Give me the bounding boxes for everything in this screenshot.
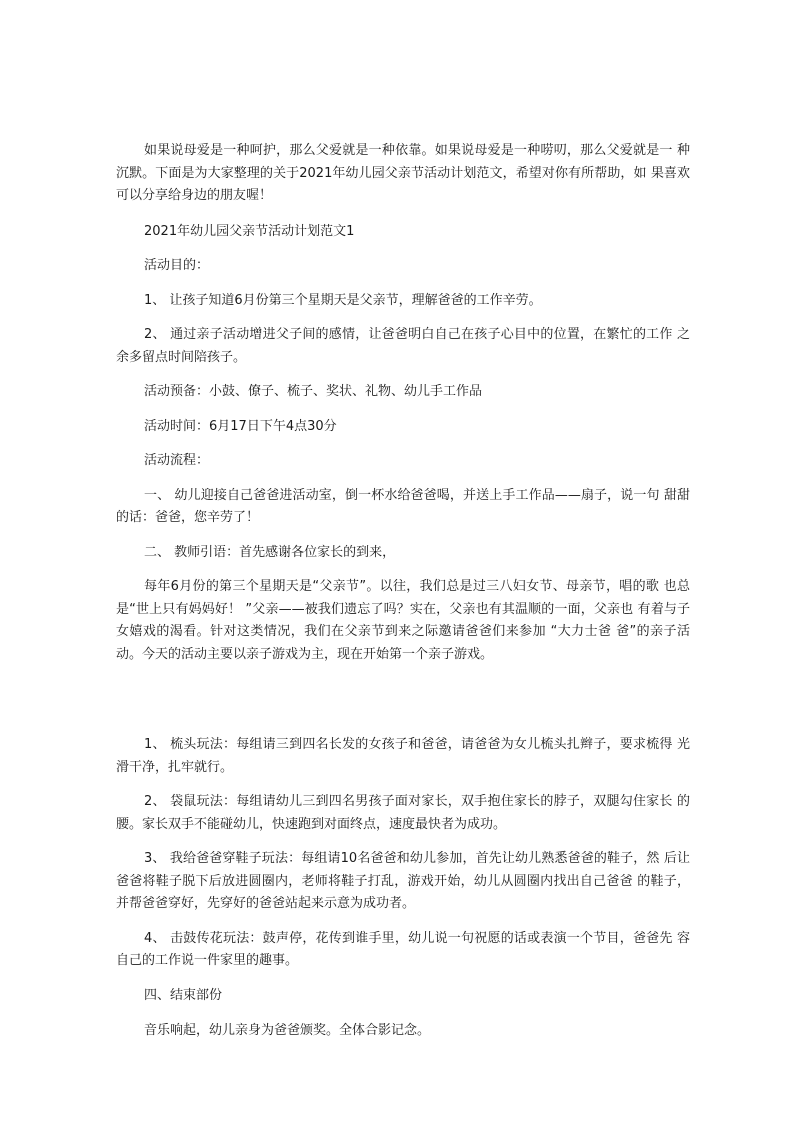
process-step-1: 一、 幼儿迎接自己爸爸进活动室，倒一杯水给爸爸喝，并送上手工作品——扇子，说一句 甜甜的话：爸爸，您辛劳了！ (116, 487, 690, 525)
game-item-2: 2、 袋鼠玩法：每组请幼儿三到四名男孩子面对家长，双手抱住家长的脖子，双腿勾住家长 的腰。家长双手不能碰幼儿，快速跑到对面终点，速度最快者为成功。 (116, 794, 690, 832)
document-body (116, 140, 690, 1043)
preparation-line: 活动预备：小鼓、僚子、梳子、奖状、礼物、幼儿手工作品 (144, 384, 483, 399)
goal-item-1: 1、 让孩子知道6月份第三个星期天是父亲节，理解爸爸的工作辛劳。 (144, 292, 542, 308)
process-heading: 活动流程： (144, 453, 210, 468)
time-line: 活动时间：6月17日下午4点30分 (144, 418, 337, 434)
ending-heading: 四、结束部份 (144, 987, 223, 1003)
game-item-3: 3、 我给爸爸穿鞋子玩法：每组请10名爸爸和幼儿参加，首先让幼儿熟悉爸爸的鞋子，然 后让爸爸将鞋子脱下后放进圆圈内，老师将鞋子打乱，游戏开始，幼儿从圆圈内找出自己爸爸 的鞋子，并帮爸爸穿好，先穿好的爸爸站起来示意为成功者。 (116, 851, 690, 911)
process-step-2: 二、 教师引语：首先感谢各位家长的到来， (144, 544, 396, 560)
document-title: 2021年幼儿园父亲节活动计划范文1 (144, 223, 355, 239)
intro-paragraph: 如果说母爱是一种呵护，那么父爱就是一种依靠。如果说母爱是一种唠叨，那么父爱就是一 种沉默。下面是为大家整理的关于2021年幼儿园父亲节活动计划范文，希望对你有所帮助，如 果喜欢可以分享给身边的朋友喔！ (116, 143, 690, 203)
goal-heading: 活动目的： (144, 258, 210, 273)
game-item-4: 4、 击鼓传花玩法：鼓声停，花传到谁手里，幼儿说一句祝愿的话或表演一个节目，爸爸先 容自己的工作说一件家里的趣事。 (116, 930, 690, 968)
ending-paragraph: 音乐响起，幼儿亲身为爸爸颁奖。全体合影记念。 (144, 1023, 431, 1038)
game-item-1: 1、 梳头玩法：每组请三到四名长发的女孩子和爸爸，请爸爸为女儿梳头扎辫子，要求梳得 光滑干净，扎牢就行。 (116, 737, 690, 775)
teacher-speech: 每年6月份的第三个星期天是“父亲节”。以往，我们总是过三八妇女节、母亲节，唱的歌 也总是“世上只有妈妈好！ ”父亲——被我们遗忘了吗？实在，父亲也有其温顺的一面，父亲也 有着与子女嬉戏的渴看。针对这类情况，我们在父亲节到来之际邀请爸爸们来参加 “大力士爸 爸”的亲子活动。今天的活动主要以亲子游戏为主，现在开始第一个亲子游戏。 (116, 579, 690, 662)
goal-item-2: 2、 通过亲子活动增进父子间的感情，让爸爸明白自己在孩子心目中的位置，在繁忙的工作 之余多留点时间陪孩子。 (116, 327, 690, 365)
